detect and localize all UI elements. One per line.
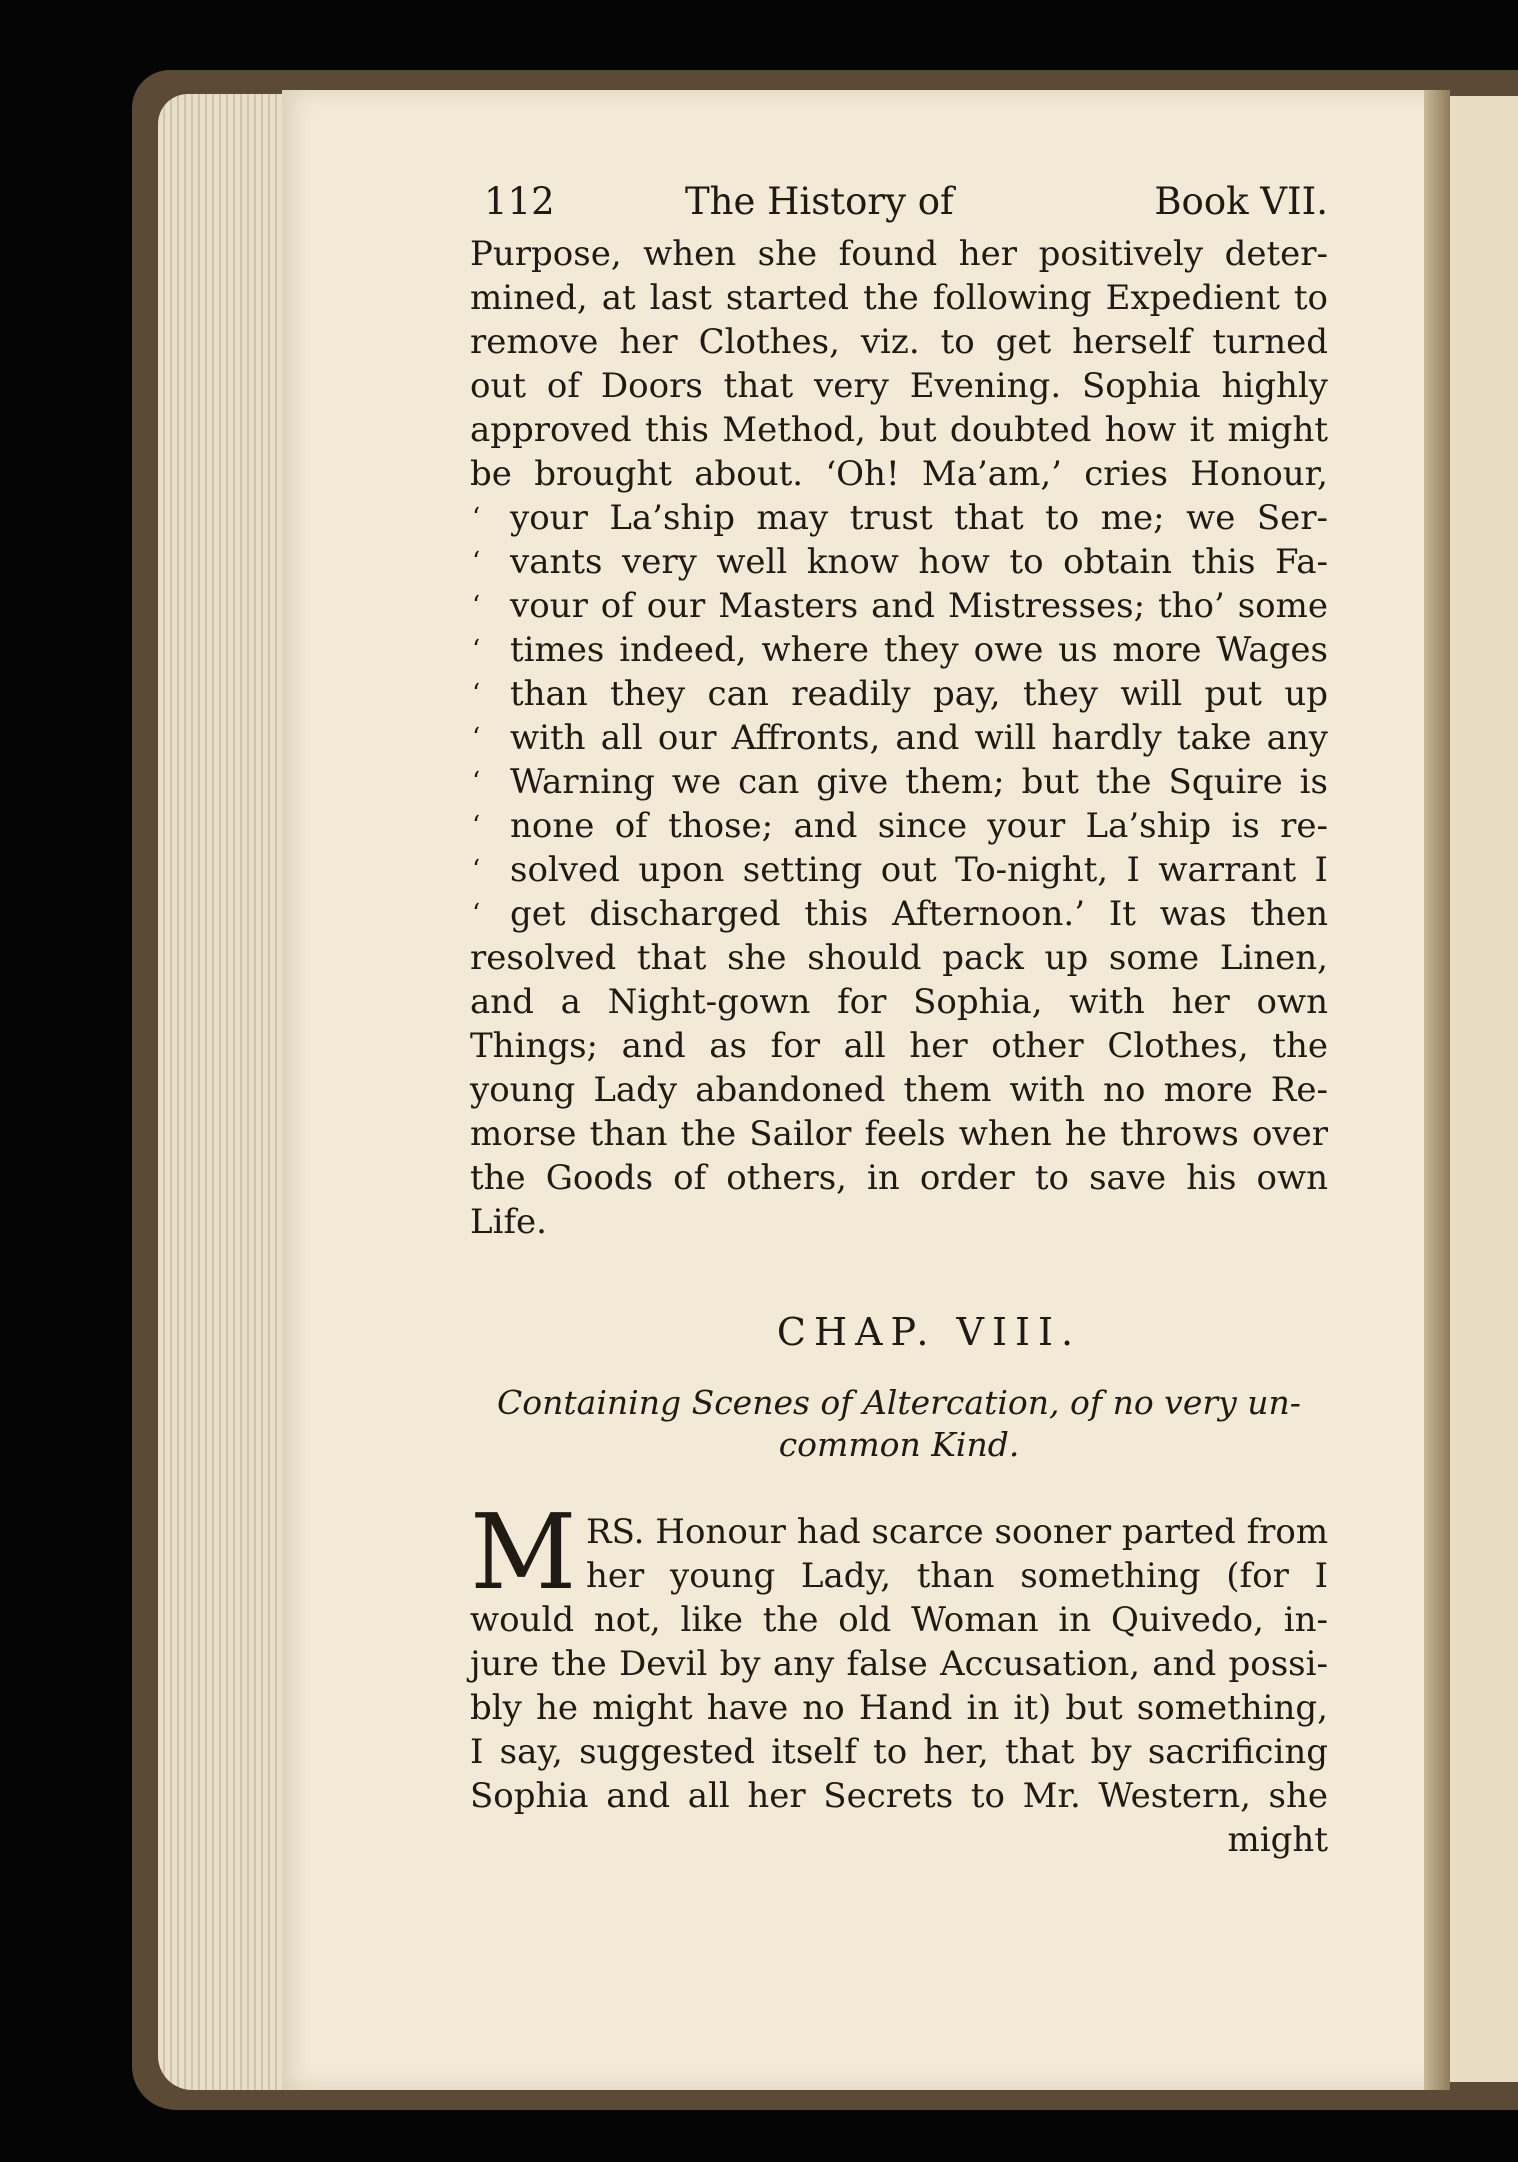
quoted-text-line — [470, 848, 1328, 892]
catchword: might — [1227, 1820, 1328, 1860]
quoted-text: get discharged this Afternoon.’ It was then — [510, 894, 1328, 934]
text-line: resolved that she should pack up some Linen, — [470, 938, 1328, 978]
quoted-text: times indeed, where they owe us more Wages — [510, 630, 1328, 670]
book-number: Book VII. — [1154, 180, 1328, 223]
quoted-text-line — [470, 672, 1328, 716]
facing-page — [1450, 96, 1518, 2082]
quoted-text-line — [470, 892, 1328, 936]
running-title: The History of — [685, 180, 954, 223]
chapter-opening-paragraph — [470, 1491, 1329, 1818]
quoted-text: vour of our Masters and Mistresses; tho’ some — [510, 586, 1328, 626]
continuation-paragraph — [470, 232, 1328, 1244]
text-line: Things; and as for all her other Clothes, the — [470, 1026, 1328, 1066]
page-edges — [158, 94, 298, 2090]
text-line: remove her Clothes, viz. to get herself turned — [470, 322, 1328, 362]
quote-mark: ‘ — [472, 547, 481, 577]
text-line: RS. Honour had scarce sooner parted from — [586, 1512, 1329, 1552]
text-line: young Lady abandoned them with no more Re- — [470, 1070, 1328, 1110]
chapter-heading: CHAP. VIII. — [776, 1310, 1082, 1354]
quoted-text: your La’ship may trust that to me; we Ser- — [510, 498, 1328, 538]
page-text — [470, 176, 1328, 1862]
quote-mark: ‘ — [472, 723, 481, 753]
quote-mark: ‘ — [472, 767, 481, 797]
text-line: bly he might have no Hand in it) but something, — [470, 1688, 1328, 1728]
text-line: Sophia and all her Secrets to Mr. Western, she — [470, 1776, 1328, 1816]
text-line: out of Doors that very Evening. Sophia highly — [470, 366, 1328, 406]
quote-mark: ‘ — [472, 679, 481, 709]
drop-cap: M — [470, 1491, 577, 1613]
text-line: morse than the Sailor feels when he throws over — [470, 1114, 1328, 1154]
quoted-text: than they can readily pay, they will put up — [510, 674, 1328, 714]
quote-mark: ‘ — [472, 503, 481, 533]
text-line: and a Night-gown for Sophia, with her own — [470, 982, 1328, 1022]
chapter-subtitle-line: common Kind. — [778, 1425, 1020, 1464]
quote-mark: ‘ — [472, 591, 481, 621]
running-head — [470, 176, 1328, 232]
text-line: Purpose, when she found her positively deter- — [470, 234, 1328, 274]
text-line: Life. — [470, 1202, 547, 1242]
quoted-text-line — [470, 628, 1328, 672]
quoted-text-line — [470, 804, 1328, 848]
page-number: 112 — [484, 180, 555, 223]
text-line: her young Lady, than something (for I — [586, 1556, 1328, 1596]
quoted-text-line — [470, 540, 1328, 584]
quote-mark: ‘ — [472, 811, 481, 841]
quoted-text: vants very well know how to obtain this Fa- — [510, 542, 1328, 582]
page-gutter — [1424, 90, 1450, 2090]
text-line: I say, suggested itself to her, that by sacrificing — [470, 1732, 1328, 1772]
chapter-subtitle-line: Containing Scenes of Altercation, of no very un- — [497, 1383, 1301, 1422]
quote-mark: ‘ — [472, 855, 481, 885]
quoted-text: with all our Affronts, and will hardly take any — [510, 718, 1328, 758]
quote-mark: ‘ — [472, 899, 481, 929]
quoted-text-line — [470, 716, 1328, 760]
quoted-text-line — [470, 584, 1328, 628]
quote-mark: ‘ — [472, 635, 481, 665]
quoted-text: none of those; and since your La’ship is re- — [510, 806, 1328, 846]
chapter-subtitle — [470, 1382, 1328, 1466]
text-line: be brought about. ‘Oh! Ma’am,’ cries Honour, — [470, 454, 1328, 494]
quoted-text-line — [470, 496, 1328, 540]
quoted-text: Warning we can give them; but the Squire is — [510, 762, 1328, 802]
text-line: would not, like the old Woman in Quivedo, in- — [470, 1600, 1328, 1640]
text-line: approved this Method, but doubted how it might — [470, 410, 1328, 450]
text-line: the Goods of others, in order to save his own — [470, 1158, 1328, 1198]
text-line: mined, at last started the following Expedient to — [470, 278, 1328, 318]
text-line: jure the Devil by any false Accusation, and possi- — [470, 1644, 1328, 1684]
quoted-text: solved upon setting out To-night, I warrant I — [510, 850, 1328, 890]
quoted-text-line — [470, 760, 1328, 804]
